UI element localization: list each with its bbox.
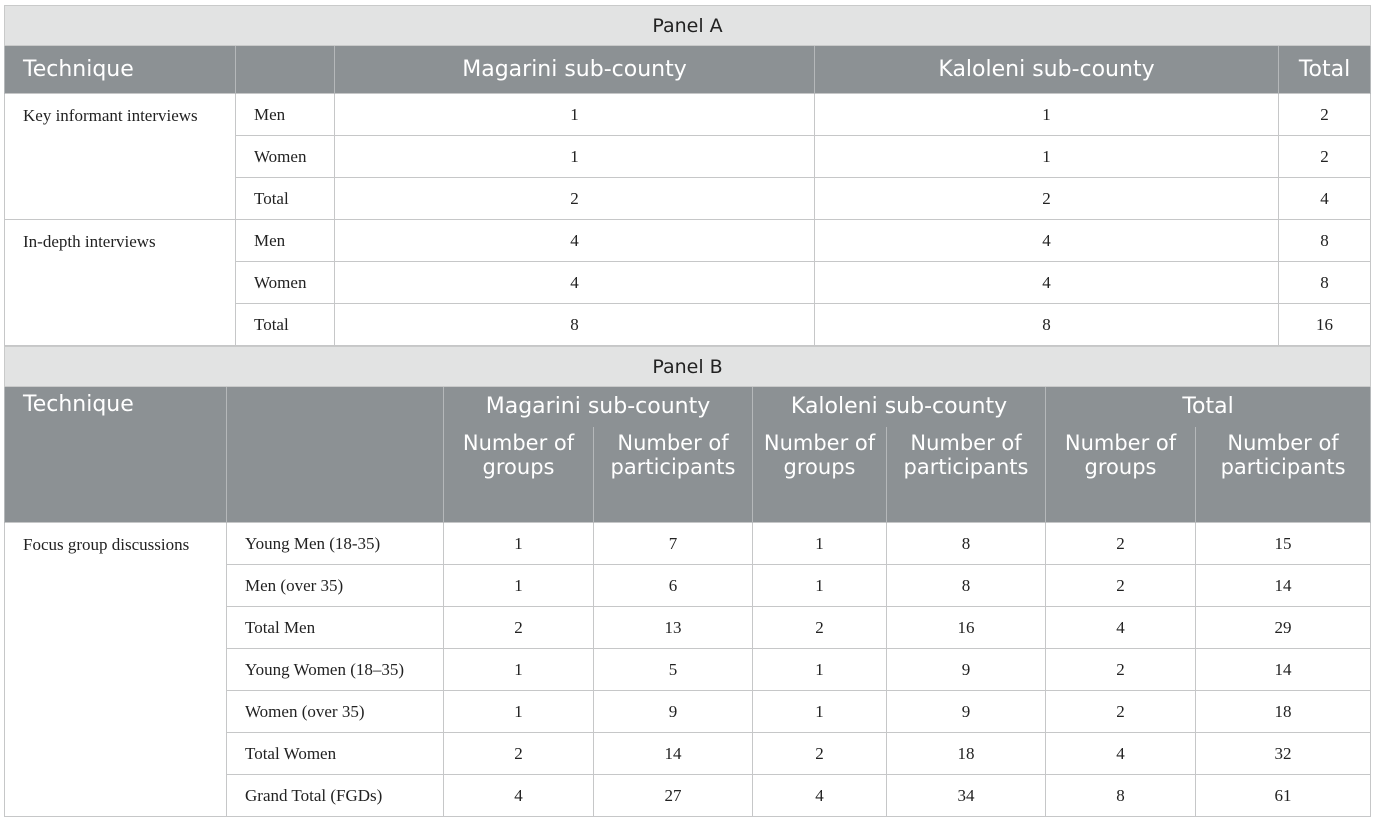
row-label: Women [236, 262, 335, 304]
total-value: 4 [1279, 178, 1371, 220]
total-value: 2 [1279, 94, 1371, 136]
magarini-value: 2 [335, 178, 815, 220]
magarini-groups-value: 4 [444, 775, 594, 817]
kaloleni-groups-value: 1 [753, 691, 887, 733]
header-magarini: Magarini sub-county [444, 387, 753, 427]
kaloleni-value: 4 [815, 262, 1279, 304]
total-participants-value: 29 [1196, 607, 1371, 649]
header-blank [227, 387, 444, 523]
panel-b-table [4, 346, 1371, 817]
table-row [5, 220, 1371, 262]
header-total-groups: Number of groups [1046, 427, 1196, 523]
panel-a-table [4, 5, 1371, 346]
header-total: Total [1046, 387, 1371, 427]
header-blank [236, 46, 335, 94]
row-label: Total Men [227, 607, 444, 649]
table-row [5, 523, 1371, 565]
row-label: Total Women [227, 733, 444, 775]
data-table-container [4, 5, 1370, 817]
magarini-participants-value: 14 [594, 733, 753, 775]
row-label: Total [236, 178, 335, 220]
row-label: Men (over 35) [227, 565, 444, 607]
total-groups-value: 4 [1046, 733, 1196, 775]
total-participants-value: 32 [1196, 733, 1371, 775]
row-label: Grand Total (FGDs) [227, 775, 444, 817]
row-label: Young Men (18-35) [227, 523, 444, 565]
header-magarini-participants: Number of participants [594, 427, 753, 523]
kaloleni-participants-value: 34 [887, 775, 1046, 817]
magarini-participants-value: 9 [594, 691, 753, 733]
header-magarini-groups: Number of groups [444, 427, 594, 523]
magarini-value: 1 [335, 94, 815, 136]
kaloleni-value: 2 [815, 178, 1279, 220]
total-value: 16 [1279, 304, 1371, 346]
total-groups-value: 2 [1046, 649, 1196, 691]
row-label: Women (over 35) [227, 691, 444, 733]
kaloleni-value: 8 [815, 304, 1279, 346]
technique-cell: Focus group discussions [5, 523, 227, 817]
magarini-groups-value: 2 [444, 607, 594, 649]
magarini-groups-value: 1 [444, 691, 594, 733]
magarini-groups-value: 1 [444, 523, 594, 565]
total-participants-value: 15 [1196, 523, 1371, 565]
row-label: Men [236, 94, 335, 136]
total-groups-value: 2 [1046, 523, 1196, 565]
kaloleni-participants-value: 18 [887, 733, 1046, 775]
row-label: Total [236, 304, 335, 346]
total-groups-value: 4 [1046, 607, 1196, 649]
kaloleni-participants-value: 9 [887, 691, 1046, 733]
magarini-participants-value: 5 [594, 649, 753, 691]
kaloleni-participants-value: 9 [887, 649, 1046, 691]
row-label: Young Women (18–35) [227, 649, 444, 691]
magarini-value: 8 [335, 304, 815, 346]
header-total-participants: Number of participants [1196, 427, 1371, 523]
kaloleni-participants-value: 8 [887, 523, 1046, 565]
total-value: 8 [1279, 262, 1371, 304]
kaloleni-groups-value: 2 [753, 733, 887, 775]
magarini-participants-value: 7 [594, 523, 753, 565]
magarini-participants-value: 6 [594, 565, 753, 607]
total-participants-value: 14 [1196, 565, 1371, 607]
total-groups-value: 2 [1046, 691, 1196, 733]
magarini-value: 1 [335, 136, 815, 178]
kaloleni-participants-value: 8 [887, 565, 1046, 607]
magarini-participants-value: 27 [594, 775, 753, 817]
total-participants-value: 14 [1196, 649, 1371, 691]
magarini-value: 4 [335, 220, 815, 262]
magarini-value: 4 [335, 262, 815, 304]
magarini-groups-value: 1 [444, 565, 594, 607]
header-kaloleni: Kaloleni sub-county [753, 387, 1046, 427]
kaloleni-groups-value: 4 [753, 775, 887, 817]
total-value: 2 [1279, 136, 1371, 178]
header-technique: Technique [5, 46, 236, 94]
header-technique: Technique [5, 387, 227, 523]
total-groups-value: 8 [1046, 775, 1196, 817]
total-value: 8 [1279, 220, 1371, 262]
magarini-groups-value: 1 [444, 649, 594, 691]
magarini-participants-value: 13 [594, 607, 753, 649]
row-label: Women [236, 136, 335, 178]
kaloleni-value: 1 [815, 94, 1279, 136]
kaloleni-groups-value: 1 [753, 523, 887, 565]
technique-cell: In-depth interviews [5, 220, 236, 346]
kaloleni-value: 4 [815, 220, 1279, 262]
kaloleni-groups-value: 1 [753, 565, 887, 607]
total-participants-value: 61 [1196, 775, 1371, 817]
total-groups-value: 2 [1046, 565, 1196, 607]
row-label: Men [236, 220, 335, 262]
kaloleni-value: 1 [815, 136, 1279, 178]
header-magarini: Magarini sub-county [335, 46, 815, 94]
header-total: Total [1279, 46, 1371, 94]
kaloleni-groups-value: 2 [753, 607, 887, 649]
header-kaloleni-participants: Number of participants [887, 427, 1046, 523]
header-kaloleni-groups: Number of groups [753, 427, 887, 523]
header-kaloleni: Kaloleni sub-county [815, 46, 1279, 94]
magarini-groups-value: 2 [444, 733, 594, 775]
total-participants-value: 18 [1196, 691, 1371, 733]
panel-a-title: Panel A [5, 6, 1371, 46]
panel-b-title: Panel B [5, 347, 1371, 387]
kaloleni-participants-value: 16 [887, 607, 1046, 649]
technique-cell: Key informant interviews [5, 94, 236, 220]
kaloleni-groups-value: 1 [753, 649, 887, 691]
table-row [5, 94, 1371, 136]
